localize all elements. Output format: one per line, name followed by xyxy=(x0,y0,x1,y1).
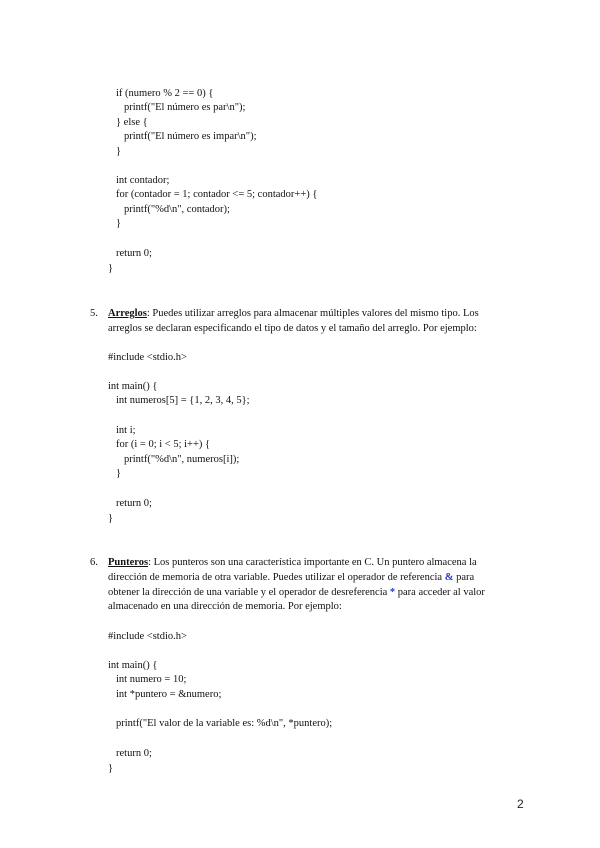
code-line: for (i = 0; i < 5; i++) { xyxy=(116,439,211,450)
paragraph-text: para xyxy=(456,572,475,583)
term-arreglos: Arreglos xyxy=(108,308,147,319)
code-line: } xyxy=(108,263,114,274)
term-punteros: Punteros xyxy=(108,557,149,568)
paragraph-line xyxy=(108,586,485,600)
code-line: #include <stdio.h> xyxy=(108,352,187,363)
reference-operator: & xyxy=(444,572,454,583)
code-line: int contador; xyxy=(116,175,170,186)
code-line: for (contador = 1; contador <= 5; contador++) { xyxy=(116,189,318,200)
paragraph-line: arreglos se declaran especificando el tipo de datos y el tamaño del arreglo. Por ejemplo: xyxy=(108,323,477,334)
code-line: } xyxy=(108,763,114,774)
paragraph-line xyxy=(108,571,474,585)
code-line: } else { xyxy=(116,117,148,128)
code-line: return 0; xyxy=(116,498,152,509)
code-line: return 0; xyxy=(116,248,152,259)
code-line: int numero = 10; xyxy=(116,674,187,685)
paragraph-line xyxy=(108,556,477,570)
code-line: printf("El valor de la variable es: %d\n", *puntero); xyxy=(116,718,333,729)
code-line: int main() { xyxy=(108,660,158,671)
code-line: printf("%d\n", contador); xyxy=(124,204,230,215)
page-number: 2 xyxy=(517,797,524,811)
paragraph-text: dirección de memoria de otra variable. Puedes utilizar el operador de referencia xyxy=(108,572,443,583)
code-line: if (numero % 2 == 0) { xyxy=(116,88,214,99)
code-line: int main() { xyxy=(108,381,158,392)
paragraph-text: para acceder al valor xyxy=(397,587,485,598)
code-line: int i; xyxy=(116,425,136,436)
code-line: #include <stdio.h> xyxy=(108,631,187,642)
code-line: printf("El número es impar\n"); xyxy=(124,131,257,142)
paragraph-line xyxy=(108,307,479,321)
paragraph-line: almacenado en una dirección de memoria. Por ejemplo: xyxy=(108,601,342,612)
list-number: 5. xyxy=(90,308,98,319)
paragraph-text: : Los punteros son una característica importante en C. Un puntero almacena la xyxy=(148,557,477,568)
code-line: printf("El número es par\n"); xyxy=(124,102,246,113)
code-line: } xyxy=(116,218,122,229)
code-line: return 0; xyxy=(116,748,152,759)
code-line: int *puntero = &numero; xyxy=(116,689,222,700)
code-line: } xyxy=(108,513,114,524)
code-line: } xyxy=(116,146,122,157)
code-line: int numeros[5] = {1, 2, 3, 4, 5}; xyxy=(116,395,250,406)
paragraph-text: obtener la dirección de una variable y el operador de desreferencia xyxy=(108,587,388,598)
dereference-operator: * xyxy=(389,587,396,598)
paragraph-text: : Puedes utilizar arreglos para almacenar múltiples valores del mismo tipo. Los xyxy=(146,308,479,319)
code-line: printf("%d\n", numeros[i]); xyxy=(124,454,240,465)
list-number: 6. xyxy=(90,557,98,568)
code-line: } xyxy=(116,468,122,479)
